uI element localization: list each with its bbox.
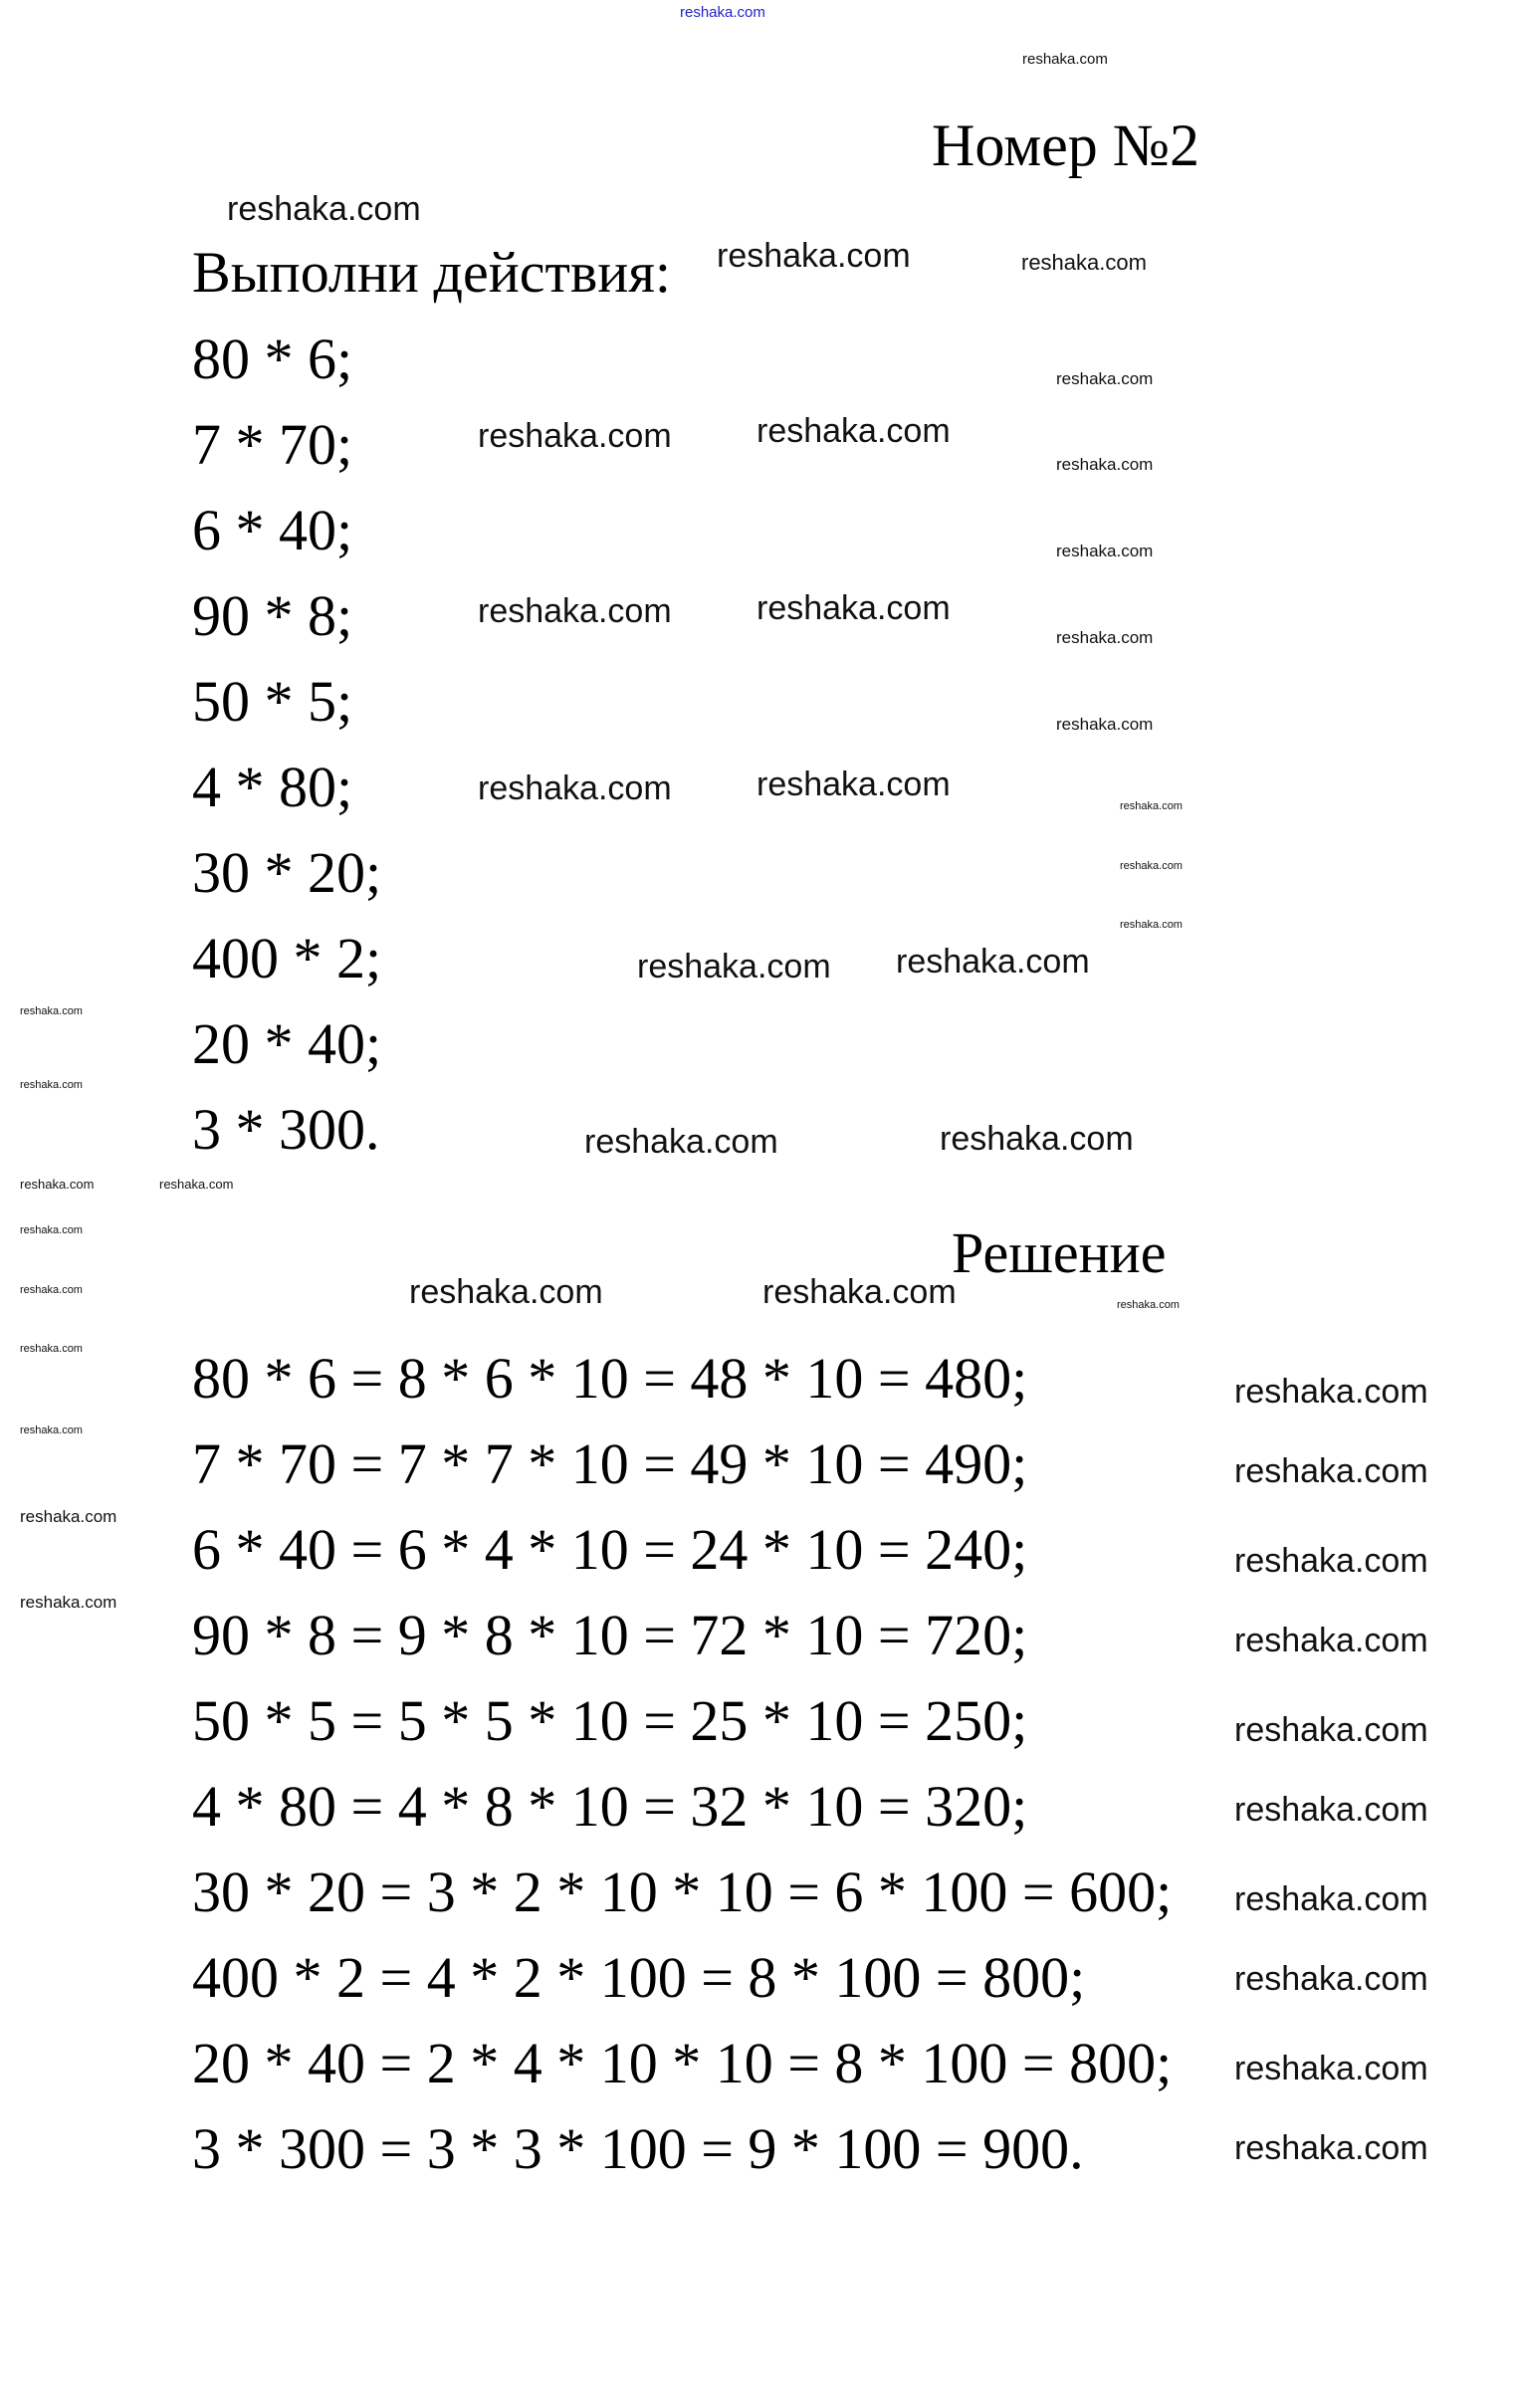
solution-heading: Решение xyxy=(952,1220,1167,1285)
solution-line: 7 * 70 = 7 * 7 * 10 = 49 * 10 = 490; xyxy=(192,1431,1028,1496)
watermark-text: reshaka.com xyxy=(1022,50,1108,68)
solution-line: 80 * 6 = 8 * 6 * 10 = 48 * 10 = 480; xyxy=(192,1346,1028,1411)
page-title: Номер №2 xyxy=(932,112,1200,178)
exercise-line: 80 * 6; xyxy=(192,327,353,391)
exercise-line: 30 * 20; xyxy=(192,840,382,905)
watermark-text: reshaka.com xyxy=(1234,1452,1428,1491)
watermark-text: reshaka.com xyxy=(1234,1373,1428,1412)
watermark-text: reshaka.com xyxy=(1234,1622,1428,1660)
watermark-text: reshaka.com xyxy=(1056,627,1154,647)
watermark-text: reshaka.com xyxy=(227,190,421,229)
watermark-text: reshaka.com xyxy=(1120,918,1183,931)
watermark-text: reshaka.com xyxy=(20,1506,117,1526)
watermark-text: reshaka.com xyxy=(1056,714,1154,734)
watermark-text: reshaka.com xyxy=(20,1223,83,1236)
watermark-text: reshaka.com xyxy=(1234,1880,1428,1919)
watermark-text: reshaka.com xyxy=(20,1342,83,1355)
watermark-text: reshaka.com xyxy=(1120,859,1183,872)
site-link[interactable]: reshaka.com xyxy=(680,4,765,21)
watermark-text: reshaka.com xyxy=(1120,799,1183,812)
watermark-text: reshaka.com xyxy=(20,1078,83,1091)
watermark-text: reshaka.com xyxy=(20,1176,95,1192)
watermark-text: reshaka.com xyxy=(1234,1960,1428,1999)
watermark-text: reshaka.com xyxy=(1117,1298,1180,1311)
solution-line: 20 * 40 = 2 * 4 * 10 * 10 = 8 * 100 = 800; xyxy=(192,2031,1173,2095)
exercise-line: 20 * 40; xyxy=(192,1011,382,1076)
task-heading: Выполни действия: xyxy=(192,240,672,305)
watermark-text: reshaka.com xyxy=(1056,368,1154,388)
solution-line: 6 * 40 = 6 * 4 * 10 = 24 * 10 = 240; xyxy=(192,1517,1028,1582)
solution-line: 30 * 20 = 3 * 2 * 10 * 10 = 6 * 100 = 600; xyxy=(192,1860,1173,1924)
watermark-text: reshaka.com xyxy=(1234,2050,1428,2088)
exercise-line: 7 * 70; xyxy=(192,412,353,477)
watermark-text: reshaka.com xyxy=(409,1273,603,1312)
watermark-text: reshaka.com xyxy=(1234,2129,1428,2168)
exercise-line: 50 * 5; xyxy=(192,669,353,734)
watermark-text: reshaka.com xyxy=(478,592,672,631)
watermark-text: reshaka.com xyxy=(1234,1542,1428,1581)
watermark-text: reshaka.com xyxy=(20,1283,83,1296)
solution-line: 400 * 2 = 4 * 2 * 100 = 8 * 100 = 800; xyxy=(192,1945,1086,2010)
watermark-text: reshaka.com xyxy=(762,1273,957,1312)
watermark-text: reshaka.com xyxy=(1234,1791,1428,1830)
watermark-text: reshaka.com xyxy=(20,1592,117,1612)
solution-line: 90 * 8 = 9 * 8 * 10 = 72 * 10 = 720; xyxy=(192,1603,1028,1667)
exercise-line: 6 * 40; xyxy=(192,498,353,562)
exercise-line: 3 * 300. xyxy=(192,1097,380,1162)
watermark-text: reshaka.com xyxy=(478,769,672,808)
watermark-text: reshaka.com xyxy=(20,1423,83,1436)
watermark-text: reshaka.com xyxy=(159,1176,234,1192)
watermark-text: reshaka.com xyxy=(1056,454,1154,474)
solution-line: 3 * 300 = 3 * 3 * 100 = 9 * 100 = 900. xyxy=(192,2116,1084,2181)
watermark-text: reshaka.com xyxy=(757,589,951,628)
watermark-text: reshaka.com xyxy=(1021,249,1147,275)
watermark-text: reshaka.com xyxy=(584,1123,778,1162)
exercise-line: 400 * 2; xyxy=(192,926,382,990)
watermark-text: reshaka.com xyxy=(717,237,911,276)
watermark-text: reshaka.com xyxy=(637,948,831,986)
watermark-text: reshaka.com xyxy=(1234,1711,1428,1750)
exercise-line: 90 * 8; xyxy=(192,583,353,648)
watermark-text: reshaka.com xyxy=(757,412,951,451)
watermark-text: reshaka.com xyxy=(940,1120,1134,1159)
watermark-text: reshaka.com xyxy=(1056,541,1154,560)
watermark-text: reshaka.com xyxy=(20,1004,83,1017)
watermark-text: reshaka.com xyxy=(896,943,1090,982)
solution-line: 50 * 5 = 5 * 5 * 10 = 25 * 10 = 250; xyxy=(192,1688,1028,1753)
exercise-line: 4 * 80; xyxy=(192,755,353,819)
solution-line: 4 * 80 = 4 * 8 * 10 = 32 * 10 = 320; xyxy=(192,1774,1028,1839)
watermark-text: reshaka.com xyxy=(757,766,951,804)
watermark-text: reshaka.com xyxy=(478,417,672,456)
